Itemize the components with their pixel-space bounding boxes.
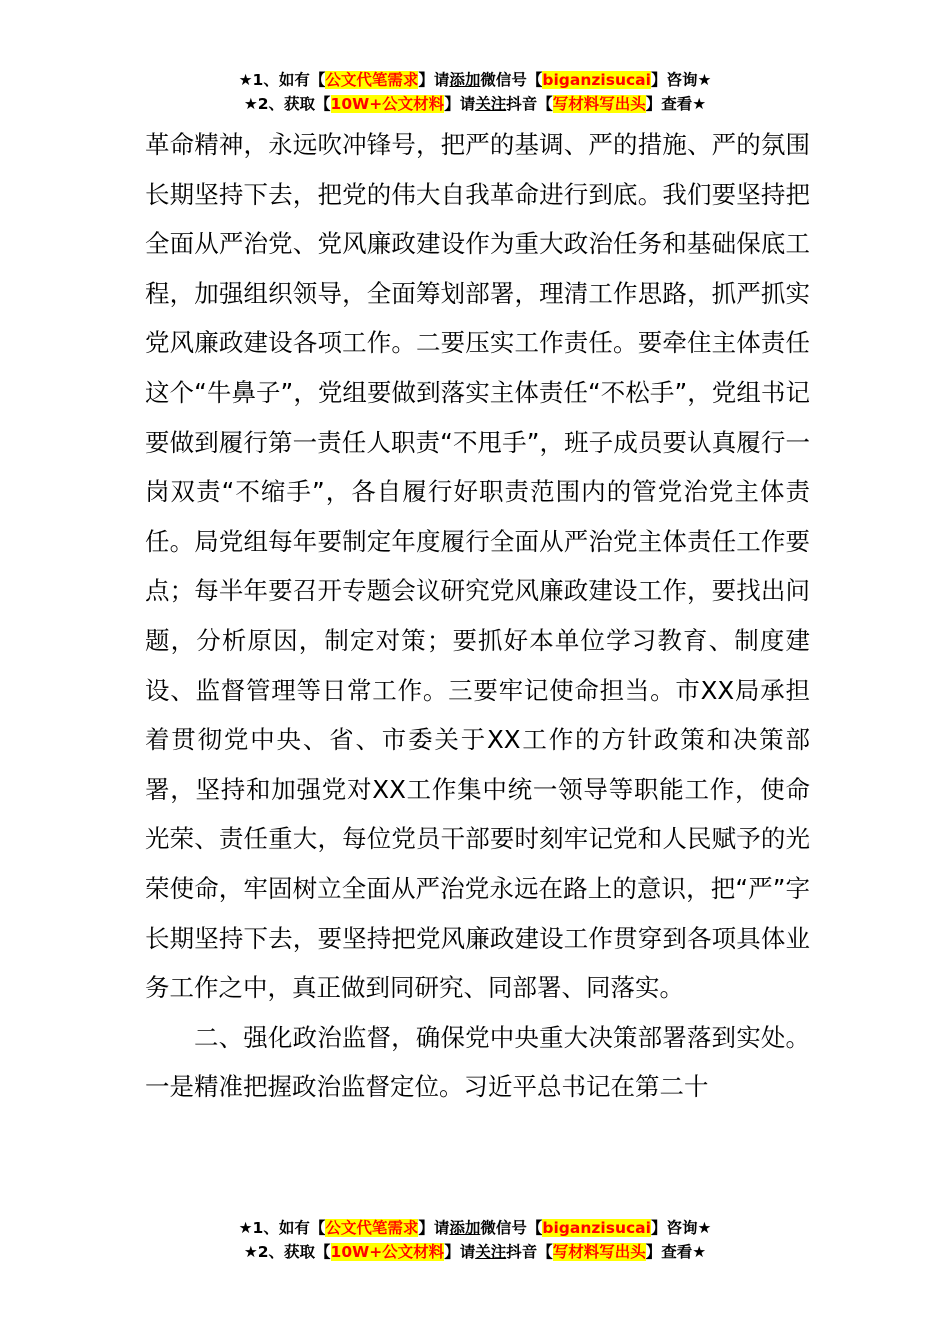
footer-notice — [0, 1216, 950, 1264]
notice-text: 】请 — [444, 1243, 476, 1261]
notice-underlined-text: 关注 — [475, 1243, 507, 1261]
notice-douyin-id: 写材料写出头 — [552, 1243, 646, 1261]
notice-line-2 — [0, 1240, 950, 1264]
notice-line-1 — [0, 1216, 950, 1240]
notice-highlight: 公文代笔需求 — [325, 1219, 419, 1237]
body-paragraph-1: 革命精神，永远吹冲锋号，把严的基调、严的措施、严的氛围长期坚持下去，把党的伟大自我革命进行到底。我们要坚持把全面从严治党、党风廉政建设作为重大政治任务和基础保底工程，加强组织领导，全面筹划部署，理清工作思路，抓严抓实党风廉政建设各项工作。二要压实工作责任。要牵住主体责任这个“牛鼻子”，党组要做到落实主体责任“不松手”，党组书记要做到履行第一责任人职责“不甩手”，班子成员要认真履行一岗双责“不缩手”，各自履行好职责范围内的管党治党主体责任。局党组每年要制定年度履行全面从严治党主体责任工作要点；每半年要召开专题会议研究党风廉政建设工作，要找出问题，分析原因，制定对策；要抓好本单位学习教育、制度建设、监督管理等日常工作。三要牢记使命担当。市XX局承担着贯彻党中央、省、市委关于XX工作的方针政策和决策部署，坚持和加强党对XX工作集中统一领导等职能工作，使命光荣、责任重大，每位党员干部要时刻牢记党和人民赋予的光荣使命，牢固树立全面从严治党永远在路上的意识，把“严”字长期坚持下去，要坚持把党风廉政建设工作贯穿到各项具体业务工作之中，真正做到同研究、同部署、同落实。 — [145, 130, 810, 1003]
notice-line-1 — [0, 68, 950, 92]
notice-underlined-text: 关注 — [475, 95, 507, 113]
notice-text: 】请 — [444, 95, 476, 113]
notice-text: 】请 — [418, 71, 450, 89]
notice-text: ★1、如有【 — [238, 71, 326, 89]
notice-text: ★2、获取【 — [243, 1243, 331, 1261]
notice-text: 】咨询★ — [650, 1219, 712, 1237]
notice-highlight: 10W+公文材料 — [330, 1243, 445, 1261]
notice-text: 】请 — [418, 1219, 450, 1237]
notice-text: 】查看★ — [645, 1243, 707, 1261]
notice-underlined-text: 添加 — [449, 1219, 481, 1237]
notice-underlined-text: 添加 — [449, 71, 481, 89]
notice-text: 微信号【 — [480, 1219, 543, 1237]
notice-text: ★1、如有【 — [238, 1219, 326, 1237]
notice-text: 微信号【 — [480, 71, 543, 89]
body-paragraph-2: 二、强化政治监督，确保党中央重大决策部署落到实处。一是精准把握政治监督定位。习近平总书记在第二十 — [145, 1022, 810, 1102]
document-body — [145, 120, 810, 1112]
notice-highlight: 公文代笔需求 — [325, 71, 419, 89]
notice-text: 抖音【 — [506, 1243, 553, 1261]
notice-douyin-id: 写材料写出头 — [552, 95, 646, 113]
notice-text: 】查看★ — [645, 95, 707, 113]
notice-text: 抖音【 — [506, 95, 553, 113]
notice-wechat-id: biganzisucai — [542, 71, 651, 89]
notice-line-2 — [0, 92, 950, 116]
notice-highlight: 10W+公文材料 — [330, 95, 445, 113]
header-notice — [0, 68, 950, 116]
notice-wechat-id: biganzisucai — [542, 1219, 651, 1237]
notice-text: 】咨询★ — [650, 71, 712, 89]
notice-text: ★2、获取【 — [243, 95, 331, 113]
